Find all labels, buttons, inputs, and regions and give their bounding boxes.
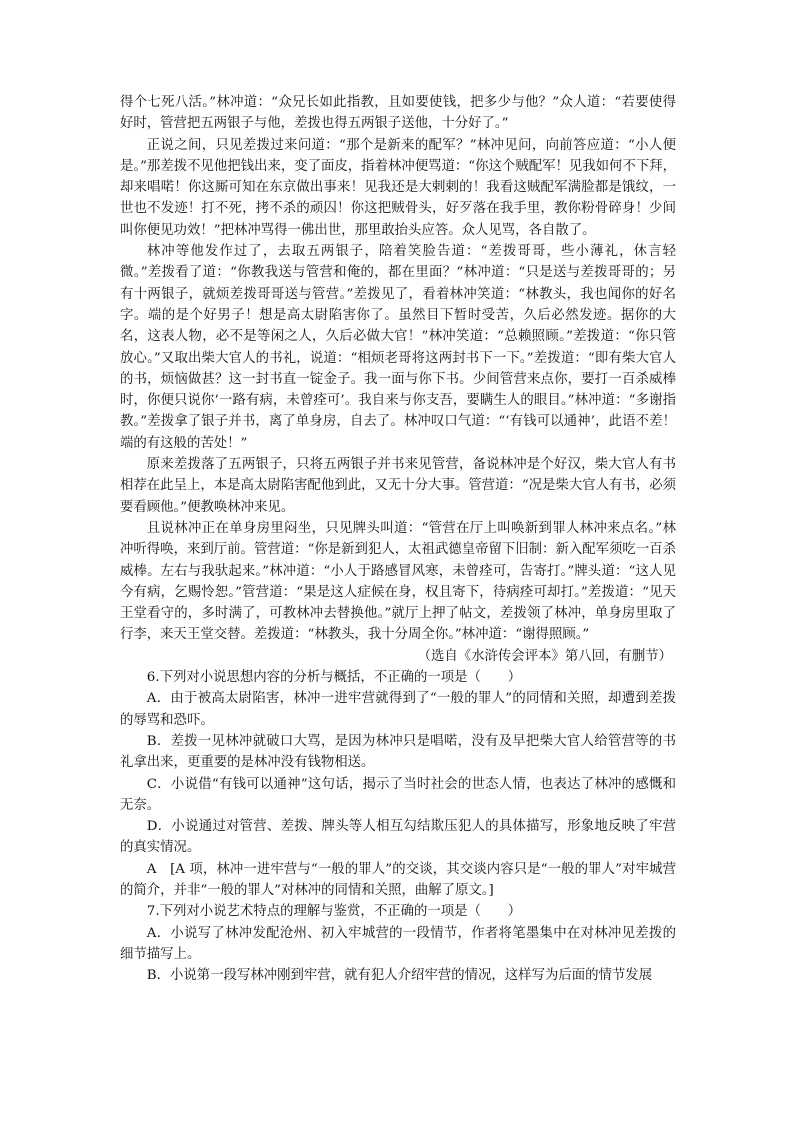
question-6-option-d: D．小说通过对管营、差拨、牌头等人相互勾结欺压犯人的具体描写，形象地反映了牢营的真实情况。 [120, 819, 676, 856]
question-7-option-b: B．小说第一段写林冲刚到牢营，就有犯人介绍牢营的情况，这样写为后面的情节发展 [146, 968, 653, 984]
passage-paragraph-5: 且说林冲正在单身房里闷坐，只见牌头叫道：“管营在厅上叫唤新到罪人林冲来点名。”林冲听得唤，来到厅前。管营道：“你是新到犯人，太祖武德皇帝留下旧制：新入配军须吃一百杀威棒。左右与我驮起来。”林冲道：“小人于路感冒风寒，未曾痊可，告寄打。”牌头道：“这人见今有病，乞赐怜恕。”管营道：“果是这人症候在身，权且寄下，待病痊可却打。”差拨道：“见天王堂看守的，多时满了，可教林冲去替换他。”就厅上押了帖文，差拨领了林冲，单身房里取了行李，来天王堂交替。差拨道：“林教头，我十分周全你。”林冲道：“谢得照顾。” [120, 520, 676, 643]
question-7 [120, 901, 676, 986]
passage [120, 92, 676, 646]
passage-paragraph-2: 正说之间，只见差拨过来问道：“那个是新来的配军？”林冲见问，向前答应道：“小人便是。”那差拨不见他把钱出来，变了面皮，指着林冲便骂道：“你这个贼配军！见我如何不下拜，却来唱喏！你这厮可知在东京做出事来！见我还是大剌剌的！我看这贼配军满脸都是饿纹，一世也不发迹！打不死，拷不杀的顽囚！你这把贼骨头，好歹落在我手里，教你粉骨碎身！少间叫你便见功效！”把林冲骂得一佛出世，那里敢抬头应答。众人见骂，各自散了。 [120, 137, 677, 238]
passage-paragraph-1: 得个七死八活。”林冲道：“众兄长如此指教，且如要使钱，把多少与他？”众人道：“若要使得好时，管营把五两银子与他，差拨也得五两银子送他，十分好了。” [120, 95, 676, 132]
passage-paragraph-4: 原来差拨落了五两银子，只将五两银子并书来见管营，备说林冲是个好汉，柴大官人有书相荐在此呈上，本是高太尉陷害配他到此，又无十分大事。管营道：“况是柴大官人有书，必须要看顾他。”便教唤林冲来见。 [120, 457, 676, 515]
question-6-option-a: A．由于被高太尉陷害，林冲一进牢营就得到了“一般的罪人”的同情和关照，却遭到差拨的辱骂和恐吓。 [120, 691, 676, 728]
question-7-option-a: A．小说写了林冲发配沧州、初入牢城营的一段情节，作者将笔墨集中在对林冲见差拨的细节描写上。 [120, 925, 676, 962]
question-6 [120, 667, 676, 901]
passage-paragraph-3: 林冲等他发作过了，去取五两银子，陪着笑脸告道：“差拨哥哥，些小薄礼，休言轻微。”差拨看了道：“你教我送与管营和俺的，都在里面？”林冲道：“只是送与差拨哥哥的；另有十两银子，就烦差拨哥哥送与管营。”差拨见了，看着林冲笑道：“林教头，我也闻你的好名字。端的是个好男子！想是高太尉陷害你了。虽然目下暂时受苦，久后必然发迹。据你的大名，这表人物，必不是等闲之人，久后必做大官！”林冲笑道：“总赖照顾。”差拨道：“你只管放心。”又取出柴大官人的书礼，说道：“相烦老哥将这两封书下一下。”差拨道：“即有柴大官人的书，烦恼做甚？这一封书直一锭金子。我一面与你下书。少间管营来点你，要打一百杀威棒时，你便只说你‘一路有病，未曾痊可’。我自来与你支吾，要瞒生人的眼目。”林冲道：“多谢指教。”差拨拿了银子并书，离了单身房，自去了。林冲叹口气道：“‘有钱可以通神’，此语不差！端的有这般的苦处！” [120, 244, 676, 451]
question-6-option-b: B．差拨一见林冲就破口大骂，是因为林冲只是唱喏，没有及早把柴大官人给管营等的书礼拿出来，更重要的是林冲没有钱物相送。 [120, 733, 676, 771]
source-citation: （选自《水浒传会评本》第八回，有删节） [417, 648, 672, 664]
question-6-option-c: C．小说借“有钱可以通神”这句话，揭示了当时社会的世态人情，也表达了林冲的感慨和无奈。 [120, 776, 676, 813]
question-6-answer: A [A 项，林冲一进牢营与“一般的罪人”的交谈，其交谈内容只是“一般的罪人”对牢城营的简介，并非“一般的罪人”对林冲的同情和关照，曲解了原文。] [120, 861, 676, 898]
question-7-stem: 7.下列对小说艺术特点的理解与鉴赏，不正确的一项是（ ） [146, 904, 522, 920]
document-page [120, 92, 676, 986]
question-6-stem: 6.下列对小说思想内容的分析与概括，不正确的一项是（ ） [146, 670, 522, 686]
